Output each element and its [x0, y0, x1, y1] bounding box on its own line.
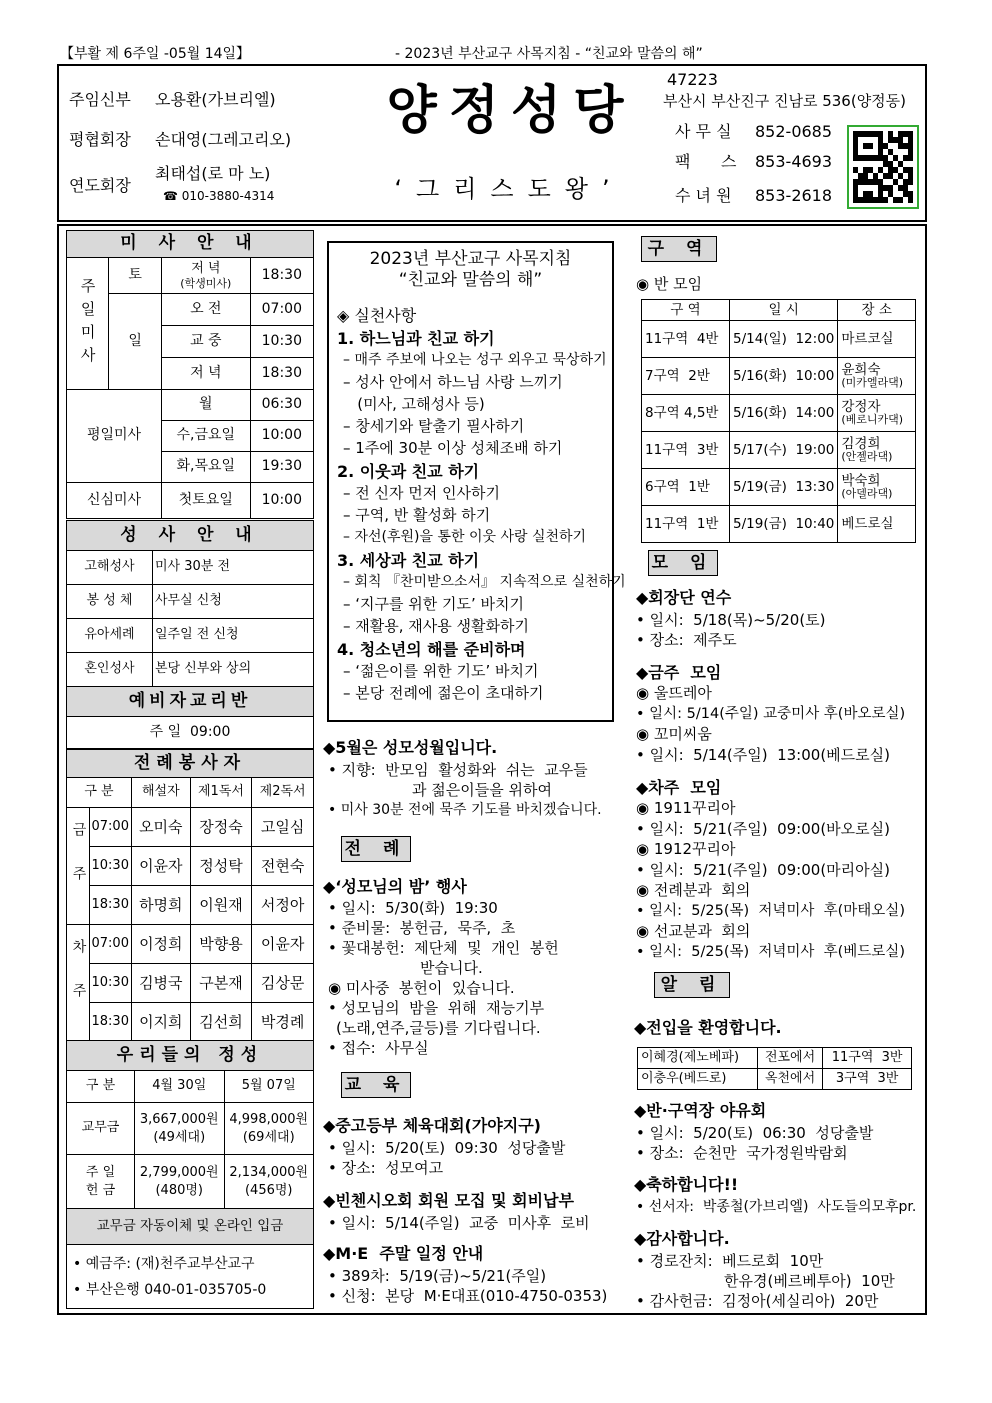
ban-header: 구 역	[642, 300, 730, 321]
nextweek-item: • 일시: 5/21(주일) 09:00(마리아실)	[636, 861, 890, 879]
server-name: 서정아	[252, 886, 314, 925]
sports-date: • 일시: 5/20(토) 09:30 성당출발	[328, 1139, 566, 1157]
notice-tag: 알 림	[654, 972, 730, 998]
offering-header: 4월 30일	[135, 1071, 225, 1103]
thanks-item: • 감사헌금: 김정아(세실리아) 20만	[636, 1292, 879, 1310]
offering-label: 교무금	[67, 1103, 135, 1155]
ban-time: 5/14(일) 12:00	[730, 321, 838, 358]
guideline-heading: 4. 청소년의 해를 준비하며	[337, 639, 526, 659]
newcomer-table	[637, 1047, 912, 1090]
sat-evening	[161, 258, 250, 294]
sat-label: 토	[109, 258, 162, 294]
convent-label: 수 녀 원	[675, 186, 732, 205]
servers-title: 전례봉사자	[67, 750, 314, 778]
sun-label: 일	[109, 294, 162, 390]
welcome-title: ◆전입을 환영합니다.	[634, 1018, 782, 1037]
liturgy-tag: 전 례	[341, 836, 411, 862]
ban-place-name: 강정자	[841, 399, 881, 415]
week-label: 【부활 제 6주일 -05월 14일】	[60, 46, 251, 62]
newcomer-from: 옥천에서	[757, 1069, 822, 1090]
guideline-item: – 재활용, 재사용 생활화하기	[343, 616, 529, 635]
ban-place-note: (아델라댁)	[841, 487, 893, 500]
ban-row	[642, 432, 916, 469]
yeondo-name: 최태섭(로 마 노)	[155, 164, 271, 183]
servers-header: 해설자	[131, 778, 190, 808]
server-time: 10:30	[89, 964, 131, 1003]
night-offering: ◉ 미사중 봉헌이 있습니다.	[328, 979, 515, 997]
ban-time: 5/19(금) 10:40	[730, 506, 838, 543]
night-title: ◆‘성모님의 밤’ 행사	[323, 877, 467, 896]
fax-number: 853-4693	[755, 152, 833, 171]
auto-transfer-title: 교무금 자동이체 및 온라인 입금	[67, 1209, 314, 1245]
ban-area: 8구역 4,5반	[642, 395, 730, 432]
mass-table	[66, 230, 314, 519]
sports-place: • 장소: 성모여고	[328, 1159, 444, 1177]
me-apply: • 신청: 본당 M·E대표(010-4750-0353)	[328, 1287, 608, 1305]
ban-table	[641, 299, 916, 543]
weekday-row-label: 화,목요일	[161, 452, 250, 483]
offering-header: 5월 07일	[224, 1071, 314, 1103]
offering-amount: 2,799,000원	[139, 1164, 219, 1180]
guideline-items	[337, 328, 626, 704]
thanks-item: • 경로잔치: 베드로회 10만	[636, 1252, 824, 1270]
ban-place	[838, 469, 916, 506]
sacrament-label: 혼인성사	[67, 653, 153, 687]
guideline-motto: “친교와 말씀의 해”	[398, 270, 543, 291]
nextweek-item: • 일시: 5/25(목) 저녁미사 후(마태오실)	[636, 903, 905, 919]
guideline-item: – ‘젊은이를 위한 기도’ 바치기	[343, 661, 539, 680]
may-rosary: • 미사 30분 전에 묵주 기도를 바치겠습니다.	[328, 802, 602, 818]
offering-count: (49세대)	[153, 1129, 206, 1145]
nextweek-item: • 일시: 5/25(목) 저녁미사 후(베드로실)	[636, 944, 905, 960]
ban-place-name: 마르코실	[841, 331, 894, 347]
guideline-heading: 2. 이웃과 친교 하기	[337, 461, 480, 481]
vincent-date: • 일시: 5/14(주일) 교중 미사후 로비	[328, 1214, 590, 1232]
server-name: 이윤자	[252, 925, 314, 964]
server-name: 전현숙	[252, 847, 314, 886]
guideline-item: – 구역, 반 활성화 하기	[343, 505, 491, 524]
catechumen-table	[66, 686, 314, 749]
night-date: • 일시: 5/30(화) 19:30	[328, 899, 498, 917]
offering-cell	[135, 1155, 225, 1209]
vincent-title: ◆빈첸시오회 회원 모집 및 회비납부	[323, 1191, 574, 1210]
nextweek-title: ◆차주 모임	[636, 778, 722, 797]
guideline-item: – 창세기와 탈출기 필사하기	[343, 416, 525, 435]
guideline-box	[327, 241, 626, 722]
sacrament-title: 성 사 안 내	[67, 521, 314, 551]
ban-row	[642, 506, 916, 543]
thisweek-item: • 일시: 5/14(주일) 교중미사 후(바오로실)	[636, 706, 906, 722]
offering-amount: 2,134,000원	[229, 1164, 309, 1180]
thisweek-item: • 일시: 5/14(주일) 13:00(베드로실)	[636, 746, 890, 764]
server-time: 18:30	[89, 1003, 131, 1042]
masthead	[57, 64, 927, 222]
sacrament-value: 일주일 전 신청	[153, 619, 314, 653]
offering-amount: 3,667,000원	[139, 1111, 219, 1127]
night-flower-cont: 받습니다.	[420, 959, 483, 977]
zip-code: 47223	[667, 70, 718, 89]
offering-label: 주 일 헌 금	[67, 1155, 135, 1209]
ban-place	[838, 395, 916, 432]
sacrament-label: 고해성사	[67, 551, 153, 585]
offering-count: (456명)	[244, 1182, 293, 1198]
guideline-item: (미사, 고해성사 등)	[343, 394, 485, 413]
guideline-title: 2023년 부산교구 사목지침	[369, 249, 572, 269]
picnic-title: ◆반·구역장 야유회	[634, 1101, 767, 1120]
student-mass-note: (학생미사)	[180, 276, 232, 290]
server-name: 김상문	[252, 964, 314, 1003]
pastor-label: 주임신부	[69, 90, 131, 109]
sun-row-time: 07:00	[250, 294, 313, 326]
guideline-item: – ‘지구를 위한 기도’ 바치기	[343, 594, 525, 613]
night-flower: • 꽃대봉헌: 제단체 및 개인 봉헌	[328, 939, 559, 957]
server-name: 이정희	[131, 925, 190, 964]
server-name: 이지희	[131, 1003, 190, 1042]
server-name: 이윤자	[131, 847, 190, 886]
may-intent-cont: 과 젊은이들을 위하여	[412, 781, 552, 799]
guideline-item: – 성사 안에서 하느님 사랑 느끼기	[343, 372, 563, 391]
sinsim-label: 신심미사	[67, 483, 162, 519]
server-name: 고일심	[252, 808, 314, 847]
yeondo-label: 연도회장	[69, 176, 131, 195]
sinsim-time: 10:00	[250, 483, 313, 519]
sacrament-value: 사무실 신청	[153, 585, 314, 619]
newcomer-name: 이혜경(제노베파)	[638, 1048, 758, 1069]
night-reception: • 접수: 사무실	[328, 1039, 429, 1057]
server-time: 10:30	[89, 847, 131, 886]
weekday-mass-label: 평일미사	[67, 390, 162, 483]
ban-place-note: (미카엘라댁)	[841, 376, 904, 389]
me-title: ◆M·E 주말 일정 안내	[323, 1244, 484, 1263]
council-label: 평협회장	[69, 130, 131, 149]
office-phone: 852-0685	[755, 122, 833, 141]
sinsim-day: 첫토요일	[161, 483, 250, 519]
ban-place	[838, 432, 916, 469]
night-talent: • 성모님의 밤을 위해 재능기부	[328, 999, 545, 1017]
fax-label: 팩 스	[675, 152, 737, 171]
thanks-title: ◆감사합니다.	[634, 1229, 730, 1248]
offering-count: (69세대)	[242, 1129, 295, 1145]
ban-time: 5/16(화) 10:00	[730, 358, 838, 395]
ban-row	[642, 321, 916, 358]
ban-header: 장 소	[838, 300, 916, 321]
nextweek-item: ◉ 선교분과 회의	[636, 922, 751, 940]
sunday-mass-label: 주일미사	[67, 258, 109, 390]
guideline-item: – 매주 주보에 나오는 성구 외우고 묵상하기	[343, 351, 607, 368]
practice-heading: ◈ 실천사항	[337, 305, 417, 325]
ban-row	[642, 469, 916, 506]
server-time: 18:30	[89, 886, 131, 925]
newcomer-from: 전포에서	[757, 1048, 822, 1069]
may-title: ◆5월은 성모성월입니다.	[323, 738, 498, 757]
weekday-row-time: 10:00	[250, 421, 313, 452]
sacrament-value: 미사 30분 전	[153, 551, 314, 585]
offering-header: 구 분	[67, 1071, 135, 1103]
server-name: 오미숙	[131, 808, 190, 847]
servers-table	[66, 749, 314, 1042]
offering-count: (480명)	[155, 1182, 203, 1198]
guideline-item: – 본당 전례에 젊은이 초대하기	[343, 683, 544, 702]
picnic-date: • 일시: 5/20(토) 06:30 성당출발	[636, 1124, 874, 1142]
weekday-row-label: 수,금요일	[161, 421, 250, 452]
ban-area: 11구역 4반	[642, 321, 730, 358]
convent-phone: 853-2618	[755, 186, 833, 205]
thisweek-title: ◆금주 모임	[636, 663, 722, 682]
nextweek-item: ◉ 전례분과 회의	[636, 881, 751, 899]
ban-area: 7구역 2반	[642, 358, 730, 395]
ban-place-name: 김경희	[841, 436, 881, 452]
sacrament-label: 유아세례	[67, 619, 153, 653]
night-prep: • 준비물: 봉헌금, 묵주, 초	[328, 919, 516, 937]
sat-time: 18:30	[250, 258, 313, 294]
weekday-row-time: 06:30	[250, 390, 313, 421]
ban-area: 11구역 3반	[642, 432, 730, 469]
address: 부산시 부산진구 진남로 536(양정동)	[663, 92, 907, 110]
newcomer-area: 11구역 3반	[823, 1048, 912, 1069]
qr-code-icon[interactable]	[847, 125, 919, 209]
server-time: 07:00	[89, 925, 131, 964]
yeondo-phone: ☎ 010-3880-4314	[163, 189, 275, 203]
account-holder: • 예금주: (재)천주교부산교구	[73, 1255, 255, 1272]
workshop-title: ◆회장단 연수	[636, 588, 732, 607]
congrats-title: ◆축하합니다!!	[634, 1175, 739, 1194]
workshop-date: • 일시: 5/18(목)~5/20(토)	[636, 611, 826, 629]
bank-account[interactable]: • 부산은행 040-01-035705-0	[73, 1281, 267, 1298]
thisweek-item: ◉ 울뜨레아	[636, 684, 712, 702]
district-tag: 구 역	[641, 236, 717, 262]
servers-header: 제1독서	[190, 778, 252, 808]
server-name: 장정숙	[190, 808, 252, 847]
ban-place	[838, 321, 916, 358]
thanks-item-cont: 한유경(베르베투아) 10만	[724, 1272, 895, 1290]
sacrament-label: 봉 성 체	[67, 585, 153, 619]
guideline-item: – 1주에 30분 이상 성체조배 하기	[343, 438, 563, 457]
ban-header: 일 시	[730, 300, 838, 321]
weekday-row-time: 19:30	[250, 452, 313, 483]
ban-row	[642, 358, 916, 395]
offering-table	[66, 1040, 314, 1309]
offering-amount: 4,998,000원	[229, 1111, 309, 1127]
server-name: 정성탁	[190, 847, 252, 886]
sacrament-table	[66, 520, 314, 687]
newcomer-name: 이충우(베드로)	[638, 1069, 758, 1090]
ban-area: 11구역 1반	[642, 506, 730, 543]
next-week-label: 차주	[67, 925, 90, 1042]
servers-header: 구 분	[67, 778, 132, 808]
ban-place-name: 베드로실	[841, 516, 894, 532]
sports-title: ◆중고등부 체육대회(가야지구)	[323, 1116, 541, 1135]
nextweek-item: ◉ 1911꾸리아	[636, 799, 736, 817]
guideline-item: – 자선(후원)을 통한 이웃 사랑 실천하기	[343, 528, 587, 545]
parish-name: 양정성당	[386, 80, 636, 141]
may-intent: • 지향: 반모임 활성화와 쉬는 교우들	[328, 761, 588, 779]
server-name: 하명희	[131, 886, 190, 925]
sun-row-time: 18:30	[250, 358, 313, 390]
guideline-heading: 3. 세상과 친교 하기	[337, 550, 480, 570]
ban-place-note: (안젤라댁)	[841, 450, 893, 463]
sun-row-label: 교 중	[161, 326, 250, 358]
catechumen-title: 예비자교리반	[67, 687, 314, 717]
congrats-item: • 선서자: 박종철(가브리엘) 사도들의모후pr.	[636, 1199, 917, 1215]
guideline-item: – 전 신자 먼저 인사하기	[343, 483, 500, 502]
sacrament-value: 본당 신부와 상의	[153, 653, 314, 687]
office-label: 사 무 실	[675, 122, 732, 141]
server-name: 김병국	[131, 964, 190, 1003]
server-name: 구본재	[190, 964, 252, 1003]
pastor-name: 오용환(가브리엘)	[155, 90, 276, 109]
ban-place	[838, 506, 916, 543]
motto-line: - 2023년 부산교구 사목지침 - “친교와 말씀의 해”	[395, 46, 703, 62]
server-name: 이원재	[190, 886, 252, 925]
patron-name: ‘그리스도왕’	[394, 175, 624, 203]
night-talent-cont: (노래,연주,글등)를 기다립니다.	[336, 1019, 541, 1037]
education-tag: 교 육	[341, 1072, 411, 1098]
servers-header: 제2독서	[252, 778, 314, 808]
nextweek-item: • 일시: 5/21(주일) 09:00(바오로실)	[636, 820, 890, 838]
ban-place	[838, 358, 916, 395]
sun-row-time: 10:30	[250, 326, 313, 358]
offering-cell	[135, 1103, 225, 1155]
server-name: 김선희	[190, 1003, 252, 1042]
offering-cell	[224, 1155, 314, 1209]
meeting-tag: 모 임	[648, 550, 718, 576]
weekday-row-label: 월	[161, 390, 250, 421]
workshop-place: • 장소: 제주도	[636, 631, 737, 649]
mass-title: 미 사 안 내	[67, 231, 314, 258]
ban-time: 5/17(수) 19:00	[730, 432, 838, 469]
this-week-label: 금주	[67, 808, 90, 925]
guideline-heading: 1. 하느님과 친교 하기	[337, 328, 495, 348]
server-name: 박향용	[190, 925, 252, 964]
server-name: 박경례	[252, 1003, 314, 1042]
sun-row-label: 오 전	[161, 294, 250, 326]
me-date: • 389차: 5/19(금)~5/21(주일)	[328, 1267, 547, 1285]
ban-area: 6구역 1반	[642, 469, 730, 506]
ban-time: 5/19(금) 13:30	[730, 469, 838, 506]
ban-place-note: (베로니카댁)	[841, 413, 904, 426]
ban-row	[642, 395, 916, 432]
thisweek-item: ◉ 꼬미씨움	[636, 725, 712, 743]
offering-title: 우리들의 정성	[67, 1041, 314, 1071]
bank-info	[67, 1245, 314, 1309]
sun-row-label: 저 녁	[161, 358, 250, 390]
offering-cell	[224, 1103, 314, 1155]
catechumen-time: 주 일 09:00	[67, 717, 314, 749]
ban-heading: ◉ 반 모임	[636, 275, 703, 293]
sat-evening-label: 저 녁	[191, 260, 221, 276]
ban-time: 5/16(화) 14:00	[730, 395, 838, 432]
server-time: 07:00	[89, 808, 131, 847]
guideline-item: – 회칙 『찬미받으소서』 지속적으로 실천하기	[343, 573, 626, 590]
picnic-place: • 장소: 순천만 국가정원박람회	[636, 1144, 848, 1162]
ban-place-name: 박숙희	[841, 473, 881, 489]
nextweek-item: ◉ 1912꾸리아	[636, 840, 736, 858]
newcomer-area: 3구역 3반	[823, 1069, 912, 1090]
council-name: 손대영(그레고리오)	[155, 130, 292, 149]
ban-place-name: 윤희숙	[841, 362, 881, 378]
